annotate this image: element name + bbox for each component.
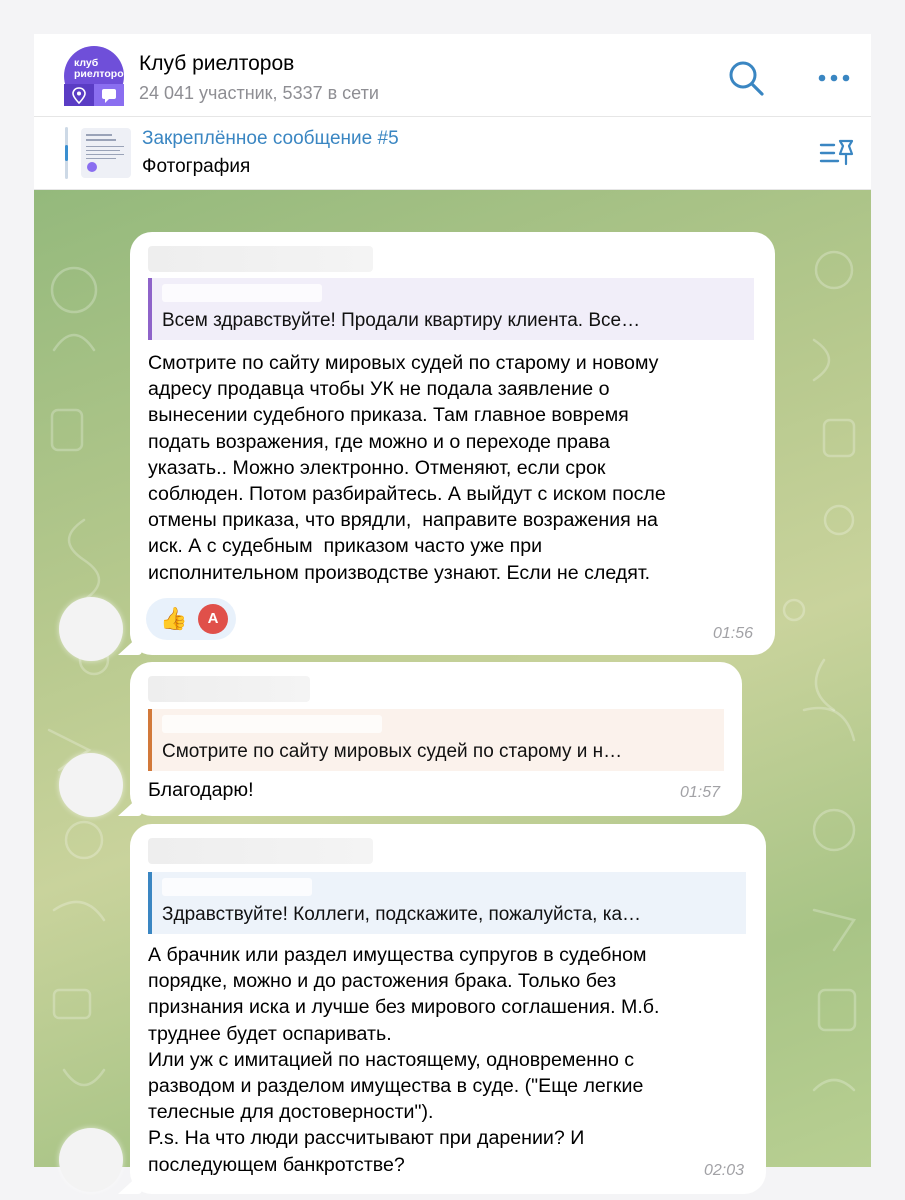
reply-preview[interactable] — [148, 278, 754, 340]
sender-avatar[interactable] — [59, 597, 123, 661]
reply-accent-bar — [148, 278, 152, 340]
chat-messages-area[interactable] — [34, 190, 871, 1179]
pinned-indicator — [65, 127, 68, 179]
pinned-list-button[interactable] — [818, 135, 858, 171]
chat-header — [34, 34, 871, 117]
group-avatar[interactable] — [64, 46, 131, 106]
message-time: 02:03 — [703, 1162, 744, 1179]
sender-name-blurred[interactable] — [148, 838, 373, 864]
reply-accent-bar — [148, 872, 152, 934]
sender-name-blurred[interactable] — [148, 676, 310, 702]
reply-text: Смотрите по сайту мировых судей по старому и н… — [162, 741, 623, 762]
location-pin-icon — [64, 84, 94, 106]
more-options-button[interactable] — [814, 58, 854, 98]
sender-avatar[interactable] — [59, 1128, 123, 1192]
reply-preview[interactable] — [148, 872, 746, 934]
group-avatar-logo: клуб риелторов — [74, 57, 131, 80]
chat-bubble-icon — [94, 84, 124, 106]
pinned-photo-thumbnail — [81, 128, 131, 178]
message-time: 01:57 — [679, 784, 720, 801]
more-dots-icon — [814, 58, 854, 98]
pinned-message-bar[interactable] — [34, 117, 871, 190]
reply-author-blurred — [162, 284, 322, 302]
search-button[interactable] — [726, 58, 766, 98]
telegram-chat-window — [34, 34, 871, 1179]
message-bubble[interactable] — [130, 232, 775, 655]
message-text: А брачник или раздел имущества супругов в судебном порядке, можно и до растожения брака. Только без признания иска и лучше без мирового соглашения. М.б. труднее будет оспаривать. Или уж с имитацией по настоящему, одновременно с разводом и разделом имущества в суде. ("Еще легкие телесные для достоверности"). P.s. На что люди рассчитывают при дарении? И последующем банкротстве? — [148, 944, 660, 1176]
sender-name-blurred[interactable] — [148, 246, 373, 272]
message-text: Смотрите по сайту мировых судей по старому и новому адресу продавца чтобы УК не подала заявление о вынесении судебного приказа. Там главное вовремя подать возражения, где можно и о переходе права указать.. Можно электронно. Отменяют, если срок соблюден. Потом разбирайтесь. А выйдут с иском после отмены приказа, что врядли, направите возражения на иск. А с судебным приказом часто уже при исполнительном производстве узнают. Если не следят. — [148, 352, 666, 584]
pinned-subtitle: Фотография — [142, 156, 251, 177]
chat-member-count: 24 041 участник, 5337 в сети — [139, 83, 379, 103]
message-bubble[interactable] — [130, 662, 742, 816]
chat-title[interactable]: Клуб риелторов — [139, 52, 295, 75]
search-icon — [726, 58, 766, 98]
reply-author-blurred — [162, 715, 382, 733]
message-time: 01:56 — [712, 625, 753, 642]
reaction-chip[interactable] — [146, 598, 236, 640]
message-text: Благодарю! — [148, 779, 254, 801]
thumbs-up-icon: 👍 — [160, 606, 188, 631]
message-bubble[interactable] — [130, 824, 766, 1194]
reactor-avatar: А — [198, 604, 228, 634]
sender-avatar[interactable] — [59, 753, 123, 817]
reply-accent-bar — [148, 709, 152, 771]
reply-preview[interactable] — [148, 709, 724, 771]
pin-list-icon — [818, 135, 858, 171]
pinned-title: Закреплённое сообщение #5 — [142, 128, 399, 149]
reply-text: Всем здравствуйте! Продали квартиру клиента. Все… — [162, 310, 641, 331]
reply-author-blurred — [162, 878, 312, 896]
reply-text: Здравствуйте! Коллеги, подскажите, пожалуйста, ка… — [162, 904, 642, 925]
